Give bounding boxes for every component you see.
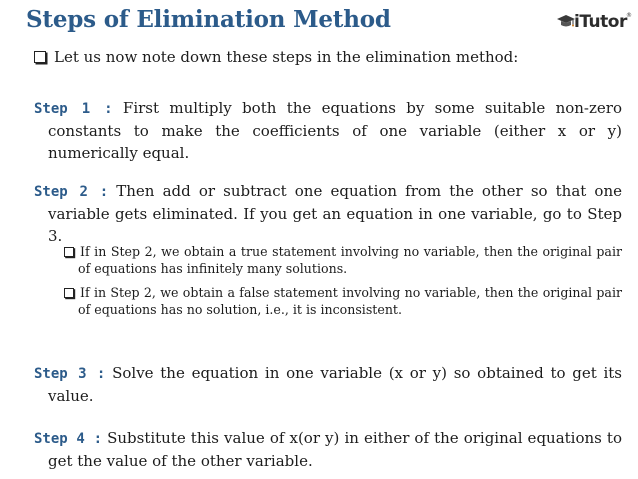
intro-text: Let us now note down these steps in the elimination method: <box>54 48 519 66</box>
step-label: Step 2 : <box>34 184 109 200</box>
logo-text: iTutor <box>574 12 627 32</box>
step-4 <box>34 427 622 472</box>
step-text: Then add or subtract one equation from the other so that one variable gets eliminated. If you get an equation in one variable, go to Step 3. <box>48 182 622 245</box>
itutor-logo <box>556 12 634 38</box>
step-label: Step 3 : <box>34 366 106 382</box>
checkbox-bullet-icon <box>64 247 74 257</box>
intro-bullet <box>34 48 518 66</box>
checkbox-bullet-icon <box>34 51 46 63</box>
page-title: Steps of Elimination Method <box>26 6 391 33</box>
step-label: Step 4 : <box>34 431 103 447</box>
sub-point-text: If in Step 2, we obtain a true statement involving no variable, then the original pair of equations has infinitely many solutions. <box>78 244 622 276</box>
graduation-cap-icon <box>556 13 576 29</box>
step-3 <box>34 362 622 407</box>
step-label: Step 1 : <box>34 101 113 117</box>
step-2 <box>34 180 622 247</box>
step-text: Solve the equation in one variable (x or y) so obtained to get its value. <box>48 364 622 405</box>
checkbox-bullet-icon <box>64 288 74 298</box>
sub-point-1 <box>64 243 622 277</box>
step-1 <box>34 97 622 164</box>
logo-registered-mark: ® <box>626 12 632 19</box>
sub-point-text: If in Step 2, we obtain a false statement involving no variable, then the original pair of equations has no solution, i.e., it is inconsistent. <box>78 285 622 317</box>
sub-point-2 <box>64 284 622 318</box>
step-text: First multiply both the equations by some suitable non-zero constants to make the coefficients of one variable (either x or y) numerically equal. <box>48 99 622 162</box>
step-text: Substitute this value of x(or y) in either of the original equations to get the value of the other variable. <box>48 429 622 470</box>
